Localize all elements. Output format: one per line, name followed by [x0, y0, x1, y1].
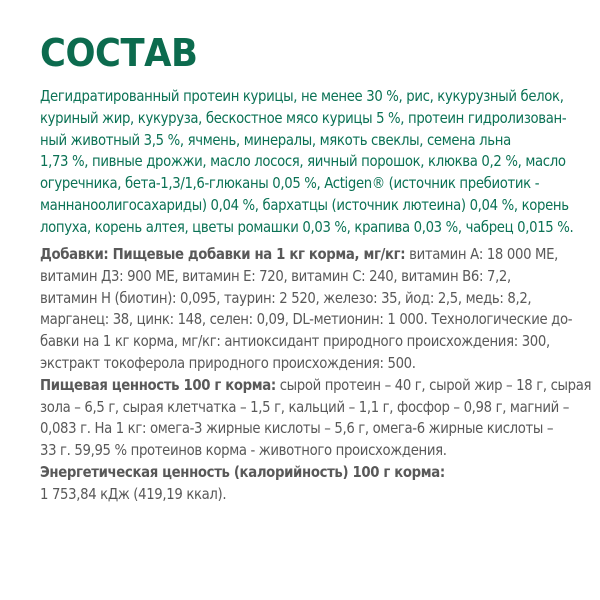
additives-line: экстракт токоферола природного происхождения: 500.	[40, 353, 416, 372]
page-title: СОСТАВ	[40, 31, 198, 75]
additives-text: витамин А: 18 000 МЕ,	[405, 245, 559, 263]
composition-paragraph	[40, 86, 574, 239]
additives-label: Добавки: Пищевые добавки на 1 кг корма, мг/кг:	[40, 245, 406, 263]
energy-label: Энергетическая ценность (калорийность) 100 г корма:	[40, 462, 445, 481]
details-section	[40, 244, 592, 506]
nutrition-text: сырой протеин – 40 г, сырой жир – 18 г, сырая	[275, 375, 592, 394]
additives-line: бавки на 1 кг корма, мг/кг: антиоксидант природного происхождения: 300,	[40, 332, 550, 351]
energy-line	[40, 462, 536, 484]
composition-line: 1,73 %, пивные дрожжи, масло лосося, яичный порошок, клюква 0,2 %, масло	[40, 152, 566, 171]
nutrition-line	[40, 375, 592, 397]
nutrition-line: зола – 6,5 г, сырая клетчатка – 1,5 г, кальций – 1,1 г, фосфор – 0,98 г, магний –	[40, 397, 570, 416]
composition-line: Дегидратированный протеин курицы, не менее 30 %, рис, кукурузный белок,	[40, 87, 564, 105]
additives-line: марганец: 38, цинк: 148, селен: 0,09, DL-метионин: 1 000. Технологические до-	[40, 310, 573, 329]
composition-line: ный животный 3,5 %, ячмень, минералы, мякоть свеклы, семена льна	[40, 130, 511, 149]
energy-value: 1 753,84 кДж (419,19 ккал).	[40, 484, 227, 503]
composition-line: огуречника, бета-1,3/1,6-глюканы 0,05 %, Actigen® (источник пребиотик -	[40, 174, 540, 193]
nutrition-line: 0,083 г. На 1 кг: омега-3 жирные кислоты – 5,6 г, омега-6 жирные кислоты –	[40, 419, 554, 438]
composition-line: куриный жир, кукуруза, бескостное мясо курицы 5 %, протеин гидролизован-	[40, 108, 567, 127]
additives-line: витамин Д3: 900 МЕ, витамин Е: 720, витамин С: 240, витамин В6: 7,2,	[40, 266, 511, 285]
composition-line: лопуха, корень алтея, цветы ромашки 0,03 %, крапива 0,03 %, чабрец 0,015 %.	[40, 217, 574, 236]
nutrition-label: Пищевая ценность 100 г корма:	[40, 375, 276, 394]
nutrition-line: 33 г. 59,95 % протеинов корма - животного происхождения.	[40, 441, 447, 460]
composition-line: маннаноолигосахариды) 0,04 %, бархатцы (источник лютеина) 0,04 %, корень	[40, 195, 569, 214]
additives-line	[40, 244, 559, 266]
additives-line: витамин Н (биотин): 0,095, таурин: 2 520, железо: 35, йод: 2,5, медь: 8,2,	[40, 288, 532, 307]
